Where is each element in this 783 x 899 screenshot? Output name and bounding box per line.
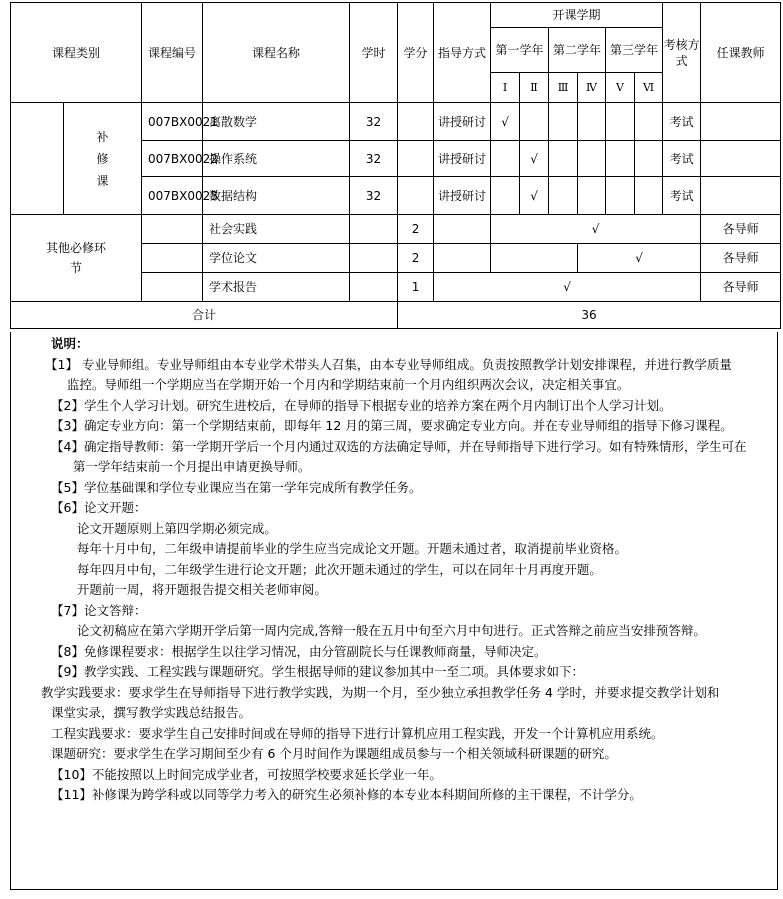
course-code: 007BX0021 xyxy=(142,103,203,141)
note-line: 第一学年结束前一个月提出申请更换导师。 xyxy=(57,459,311,474)
note-line: 每年四月中旬，二年级学生进行论文开题；此次开题未通过的学生，可以在同年十月再度开题。 xyxy=(61,561,602,577)
header-semester-6: Ⅵ xyxy=(635,73,663,103)
table-row xyxy=(11,103,781,141)
header-course-name: 课程名称 xyxy=(203,3,350,103)
note-line: 【7】论文答辩： xyxy=(51,602,147,618)
note-line: 【10】不能按照以上时间完成学业者，可按照学校要求延长学业一年。 xyxy=(51,766,442,782)
header-teaching-mode: 指导方式 xyxy=(434,3,491,103)
table-row xyxy=(11,215,781,244)
activity-credits: 2 xyxy=(398,244,434,273)
semester-mark: √ xyxy=(491,215,701,244)
curriculum-table xyxy=(10,2,781,329)
course-hours: 32 xyxy=(350,177,398,215)
notes-section xyxy=(10,332,778,890)
header-year1: 第一学年 xyxy=(491,28,549,73)
header-teacher: 任课教师 xyxy=(701,3,781,103)
note-line: 【2】学生个人学习计划。研究生进校后，在导师的指导下根据专业的培养方案在两个月内制订出个人学习计划。 xyxy=(51,397,672,413)
total-row xyxy=(11,302,781,329)
header-semester-2: Ⅱ xyxy=(520,73,549,103)
category-other: 其他必修环节 xyxy=(11,215,142,302)
notes-title: 说明： xyxy=(51,336,89,351)
activity-teacher: 各导师 xyxy=(701,244,781,273)
activity-name: 社会实践 xyxy=(203,215,350,244)
header-course-code: 课程编号 xyxy=(142,3,203,103)
course-name: 数据结构 xyxy=(203,177,350,215)
note-line: 【5】学位基础课和学位专业课应当在第一学年完成所有教学任务。 xyxy=(51,479,422,495)
semester-mark: √ xyxy=(434,273,701,302)
header-exam: 考核方式 xyxy=(663,3,701,103)
note-line: 【6】论文开题： xyxy=(51,500,147,515)
course-hours: 32 xyxy=(350,141,398,177)
note-line: 教学实践要求：要求学生在导师指导下进行教学实践，为期一个月，至少独立承担教学任务 4 学时，并要求提交教学计划和 xyxy=(41,684,720,700)
course-hours: 32 xyxy=(350,103,398,141)
total-label: 合计 xyxy=(11,302,398,329)
note-line: 论文初稿应在第六学期开学后第一周内完成,答辩一般在五月中旬至六月中旬进行。正式答辩之前应当安排预答辩。 xyxy=(61,623,706,638)
course-mode: 讲授研讨 xyxy=(434,177,491,215)
semester-mark: √ xyxy=(578,244,701,273)
activity-credits: 2 xyxy=(398,215,434,244)
category-supplementary: 补修课 xyxy=(64,103,142,215)
course-mode: 讲授研讨 xyxy=(434,103,491,141)
course-code: 007BX0022 xyxy=(142,141,203,177)
activity-credits: 1 xyxy=(398,273,434,302)
note-line: 论文开题原则上第四学期必须完成。 xyxy=(61,520,277,536)
activity-teacher: 各导师 xyxy=(701,215,781,244)
header-semester-1: Ⅰ xyxy=(491,73,520,103)
course-exam: 考试 xyxy=(663,103,701,141)
course-name: 操作系统 xyxy=(203,141,350,177)
header-semester-4: Ⅳ xyxy=(578,73,606,103)
semester-mark: √ xyxy=(491,103,520,141)
course-name: 离散数学 xyxy=(203,103,350,141)
note-line: 【4】确定指导教师：第一学期开学后一个月内通过双选的方法确定导师，并在导师指导下进行学习。如有特殊情形，学生可在 xyxy=(51,438,747,454)
note-line: 监控。导师组一个学期应当在学期开始一个月内和学期结束前一个月内组织两次会议，决定相关事宜。 xyxy=(55,377,630,392)
header-semester-group: 开课学期 xyxy=(491,3,663,28)
course-exam: 考试 xyxy=(663,141,701,177)
total-value: 36 xyxy=(398,302,781,329)
note-line: 【8】免修课程要求：根据学生以往学习情况，由分管副院长与任课教师商量，导师决定。 xyxy=(51,643,547,659)
note-line: 课堂实录，撰写教学实践总结报告。 xyxy=(51,705,252,720)
header-credits: 学分 xyxy=(398,3,434,103)
activity-name: 学术报告 xyxy=(203,273,350,302)
header-course-type: 课程类别 xyxy=(11,3,142,103)
semester-mark: √ xyxy=(520,177,549,215)
header-semester-5: Ⅴ xyxy=(606,73,635,103)
note-line: 【3】确定专业方向：第一个学期结束前，即每年 12 月的第三周，要求确定专业方向。并在专业导师组的指导下修习课程。 xyxy=(51,418,733,433)
activity-teacher: 各导师 xyxy=(701,273,781,302)
note-line: 【9】教学实践、工程实践与课题研究。学生根据导师的建议参加其中一至二项。具体要求如下： xyxy=(51,664,584,679)
note-line: 【1】 专业导师组。专业导师组由本专业学术带头人召集，由本专业导师组成。负责按照教学计划安排课程，并进行教学质量 xyxy=(45,356,732,372)
note-line: 每年十月中旬，二年级申请提前毕业的学生应当完成论文开题。开题未通过者，取消提前毕业资格。 xyxy=(61,541,627,556)
header-year2: 第二学年 xyxy=(549,28,606,73)
course-exam: 考试 xyxy=(663,177,701,215)
header-hours: 学时 xyxy=(350,3,398,103)
note-line: 课题研究：要求学生在学习期间至少有 6 个月时间作为课题组成员参与一个相关领域科研课题的研究。 xyxy=(51,746,617,761)
semester-mark: √ xyxy=(520,141,549,177)
course-mode: 讲授研讨 xyxy=(434,141,491,177)
header-semester-3: Ⅲ xyxy=(549,73,578,103)
note-line: 开题前一周，将开题报告提交相关老师审阅。 xyxy=(61,582,327,597)
activity-name: 学位论文 xyxy=(203,244,350,273)
note-line: 工程实践要求：要求学生自己安排时间或在导师的指导下进行计算机应用工程实践，开发一个计算机应用系统。 xyxy=(51,725,664,741)
header-year3: 第三学年 xyxy=(606,28,663,73)
note-line: 【11】补修课为跨学科或以同等学力考入的研究生必须补修的本专业本科期间所修的主干课程，不计学分。 xyxy=(51,787,642,802)
course-code: 007BX0023 xyxy=(142,177,203,215)
